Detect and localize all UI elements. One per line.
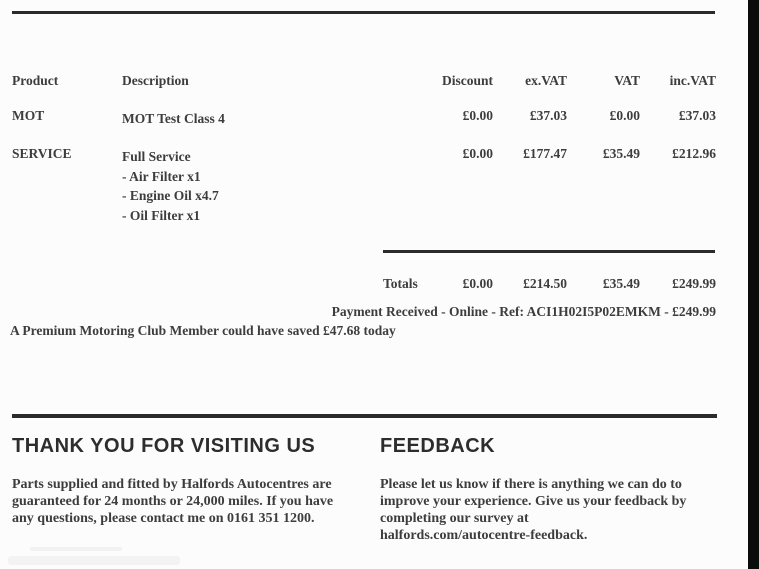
thank-you-body xyxy=(12,476,372,527)
description-line: - Engine Oil x4.7 xyxy=(122,188,219,203)
vat-cell: £0.00 xyxy=(609,108,640,123)
feedback-body-line: Please let us know if there is anything we can do to xyxy=(380,477,682,492)
inc-vat-cell: £37.03 xyxy=(678,108,716,123)
column-header-inc-vat: inc.VAT xyxy=(669,73,716,88)
description-cell xyxy=(122,147,370,225)
feedback-body-line: improve your experience. Give us your feedback by xyxy=(380,494,687,509)
column-header-description: Description xyxy=(122,73,189,88)
payment-received-line: Payment Received - Online - Ref: ACI1H02I5P02EMKM - £249.99 xyxy=(331,304,716,319)
feedback-survey-url: halfords.com/autocentre-feedback. xyxy=(380,528,588,543)
product-cell: MOT xyxy=(12,108,45,123)
description-line: - Oil Filter x1 xyxy=(122,207,201,223)
thank-you-heading: THANK YOU FOR VISITING US xyxy=(12,435,316,457)
totals-row xyxy=(383,277,716,291)
table-row xyxy=(12,109,716,129)
thank-you-body-line: any questions, please contact me on 0161 351 1200. xyxy=(12,511,315,526)
discount-cell: £0.00 xyxy=(462,146,493,161)
thank-you-body-line: guaranteed for 24 months or 24,000 miles. If you have xyxy=(12,494,334,509)
inc-vat-cell: £212.96 xyxy=(672,146,716,161)
thank-you-body-line: Parts supplied and fitted by Halfords Autocentres are xyxy=(12,477,332,492)
scan-artifact xyxy=(8,556,180,565)
column-header-product: Product xyxy=(12,73,59,88)
product-cell: SERVICE xyxy=(12,146,72,161)
ex-vat-cell: £37.03 xyxy=(529,108,567,123)
table-header-row xyxy=(12,74,716,88)
totals-inc-vat: £249.99 xyxy=(672,276,716,291)
column-header-discount: Discount xyxy=(441,73,493,88)
description-line: MOT Test Class 4 xyxy=(122,111,225,126)
column-header-ex-vat: ex.VAT xyxy=(525,73,567,88)
discount-cell: £0.00 xyxy=(462,108,493,123)
top-divider-rule xyxy=(12,11,715,14)
description-line: - Air Filter x1 xyxy=(122,168,201,184)
footer-divider-rule xyxy=(12,414,717,418)
vat-cell: £35.49 xyxy=(602,146,640,161)
feedback-body xyxy=(380,476,745,544)
ex-vat-cell: £177.47 xyxy=(523,146,567,161)
scan-artifact xyxy=(30,547,122,551)
totals-vat: £35.49 xyxy=(602,276,640,291)
feedback-heading: FEEDBACK xyxy=(380,435,496,457)
description-line: Full Service xyxy=(122,149,191,164)
table-row xyxy=(12,147,716,225)
totals-ex-vat: £214.50 xyxy=(523,276,567,291)
feedback-body-line: completing our survey at xyxy=(380,511,529,526)
totals-divider-rule xyxy=(383,250,715,253)
description-cell xyxy=(122,109,370,129)
scan-border-right xyxy=(748,0,759,569)
totals-discount: £0.00 xyxy=(462,276,493,291)
column-header-vat: VAT xyxy=(614,73,640,88)
premium-club-savings-line: A Premium Motoring Club Member could have saved £47.68 today xyxy=(10,323,396,338)
totals-label: Totals xyxy=(383,276,418,291)
